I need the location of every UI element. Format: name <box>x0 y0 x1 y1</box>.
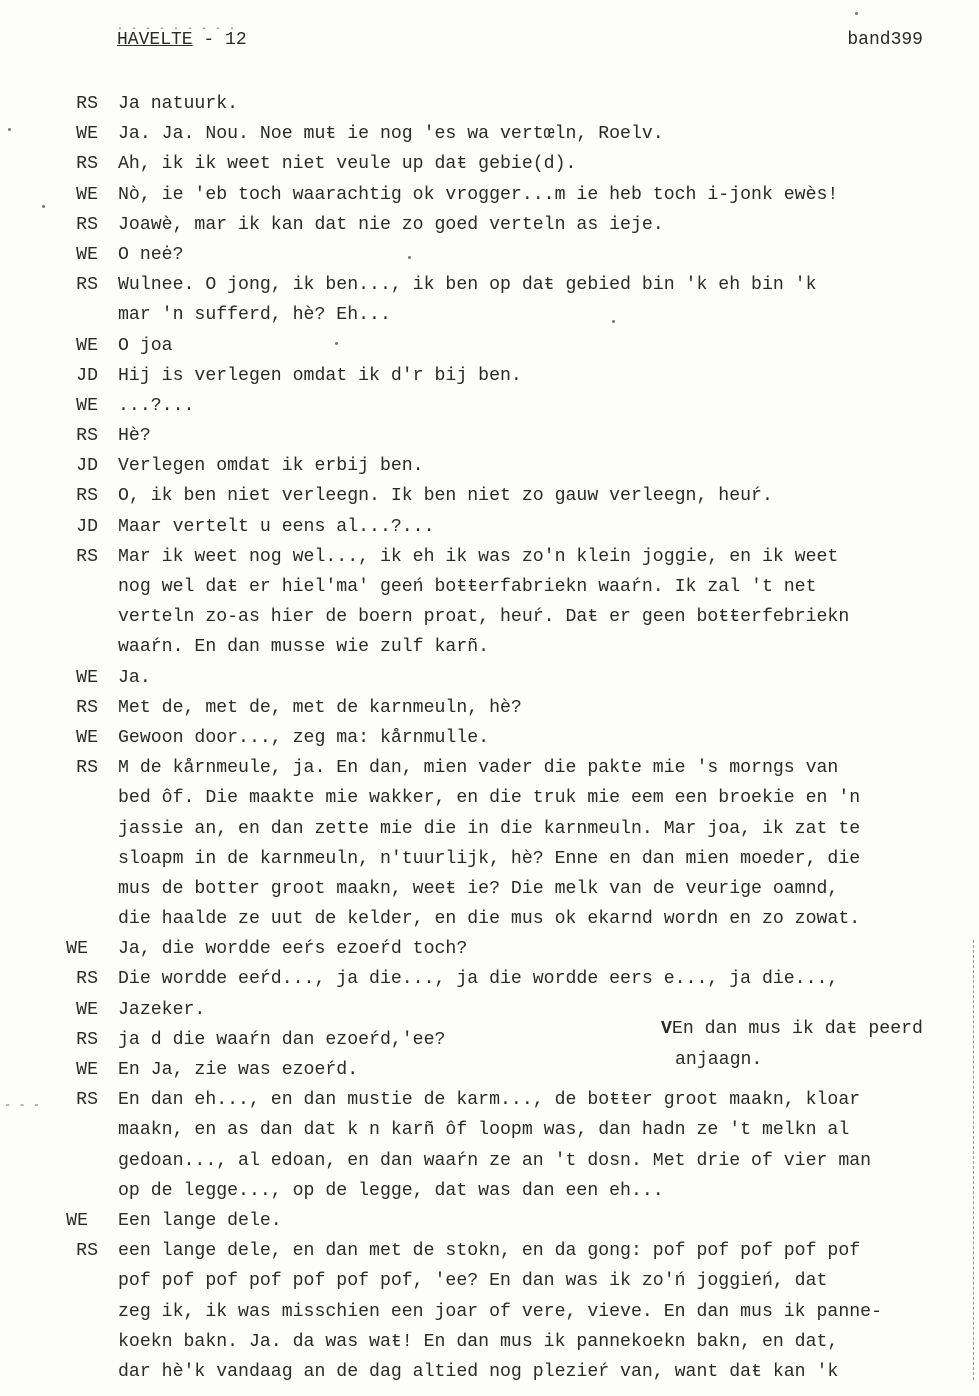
line-text: Gewoon door..., zeg ma: kårnmulle. <box>118 727 490 748</box>
speaker-label: RS <box>76 486 98 507</box>
line-text: Die wordde eeŕd..., ja die..., ja die wordde eers e..., ja die..., <box>118 969 839 990</box>
transcript-line <box>50 391 970 421</box>
speck <box>612 320 615 323</box>
right-margin-line <box>973 940 975 1380</box>
line-text: O joa <box>118 335 173 356</box>
speaker-label: WE <box>76 1060 98 1080</box>
line-text: Ja, die wordde eeŕs ezoeŕd toch? <box>118 939 468 960</box>
transcript-line <box>50 361 970 391</box>
speaker-label: RS <box>76 758 98 779</box>
speaker-label: WE <box>66 1210 88 1231</box>
line-text: Maar vertelt u eens al...?... <box>118 516 435 537</box>
transcript-line <box>50 119 970 149</box>
transcript-line <box>50 421 970 451</box>
speaker-label: WE <box>76 244 98 265</box>
transcript-line <box>50 693 970 723</box>
line-text: een lange dele, en dan met de stokn, en da gong: pof pof pof pof pof <box>118 1241 861 1262</box>
transcript-line <box>50 663 970 693</box>
transcript-line <box>50 1206 970 1236</box>
line-text: op de legge..., op de legge, dat was dan een eh... <box>118 1180 664 1201</box>
line-text: ja d die waaŕn dan ezoeŕd,'ee? <box>118 1029 446 1050</box>
speck <box>42 205 45 208</box>
speck <box>335 342 338 345</box>
speck <box>8 128 11 131</box>
speaker-label: WE <box>76 727 98 748</box>
transcript-line <box>50 1176 970 1206</box>
speaker-label: WE <box>76 667 98 688</box>
line-text: O neė? <box>118 244 184 265</box>
line-text: Verlegen omdat ik erbij ben. <box>118 456 424 477</box>
line-text: Joawè, mar ik kan dat nie zo goed verteln as ieje. <box>118 214 664 235</box>
transcript-line <box>50 602 970 632</box>
transcript-line <box>50 753 970 783</box>
transcript-line <box>50 814 970 844</box>
insertion-note <box>661 1014 923 1076</box>
transcript-line <box>50 632 970 662</box>
line-text: Jazeker. <box>118 999 206 1020</box>
transcript-line <box>50 542 970 572</box>
page-number: - 12 <box>192 30 247 50</box>
transcript-line <box>50 1236 970 1266</box>
line-text: sloapm in de karnmeuln, n'tuurlijk, hè? Enne en dan mien moeder, die <box>118 848 861 869</box>
transcript-line <box>50 1357 970 1387</box>
line-text: ...?... <box>118 395 195 416</box>
transcript-line <box>50 89 970 119</box>
speaker-label: RS <box>76 214 98 235</box>
transcript-line <box>50 1146 970 1176</box>
line-text: maakn, en as dan dat k n karñ ôf loopm was, dan hadn ze 't melkn al <box>118 1120 850 1141</box>
transcript-line <box>50 512 970 542</box>
transcript-line <box>50 1266 970 1296</box>
transcript-line <box>50 1085 970 1115</box>
line-text: zeg ik, ik was misschien een joar of vere, vieve. En dan mus ik panne- <box>118 1301 882 1322</box>
speaker-label: WE <box>76 335 98 356</box>
transcript-line <box>50 1297 970 1327</box>
line-text: Mar ik weet nog wel..., ik eh ik was zo'n klein joggie, en ik weet <box>118 546 839 567</box>
speaker-label: RS <box>76 426 98 447</box>
line-text: Wulnee. O jong, ik ben..., ik ben op daŧ gebied bin 'k eh bin 'k <box>118 275 817 296</box>
transcript-line <box>50 240 970 270</box>
transcript-line <box>50 481 970 511</box>
line-text: Een lange dele. <box>118 1210 282 1231</box>
line-text: En dan eh..., en dan mustie de karm..., de boŧŧer groot maakn, kloar <box>118 1090 861 1111</box>
speck <box>855 12 858 15</box>
transcript-line <box>50 270 970 300</box>
line-text: mus de botter groot maakn, weeŧ ie? Die melk van de veurige oamnd, <box>118 878 839 899</box>
line-text: mar 'n sufferd, hè? Eh... <box>118 305 391 326</box>
line-text: Ah, ik ik weet niet veule up daŧ gebie(d). <box>118 154 577 175</box>
transcript-line <box>50 300 970 330</box>
transcript-line <box>50 723 970 753</box>
transcript-line <box>50 934 970 964</box>
line-text: bed ôf. Die maakte mie wakker, en die truk mie eem een broekie en 'n <box>118 788 861 809</box>
speaker-label: JD <box>76 456 98 477</box>
line-text: koekn bakn. Ja. da was waŧ! En dan mus ik pannekoekn bakn, en dat, <box>118 1331 839 1352</box>
transcript-line <box>50 1327 970 1357</box>
transcript-line <box>50 149 970 179</box>
page-title <box>117 30 247 50</box>
speaker-label: RS <box>76 94 98 114</box>
insertion-note-line1: En dan mus ik daŧ peerd <box>671 1019 923 1039</box>
line-text: nog wel daŧ er hiel'ma' geeń boŧŧerfabriekn waaŕn. Ik zal 't net <box>118 577 817 597</box>
speaker-label: WE <box>66 939 88 960</box>
insertion-note-line2: anjaagn. <box>675 1050 763 1070</box>
speaker-label: RS <box>76 546 98 567</box>
place-name: HAVELTE <box>117 30 193 50</box>
transcript-line <box>50 210 970 240</box>
page-header <box>117 30 923 56</box>
line-text: dar hè'k vandaag an de dag altied nog plezieŕ van, want daŧ kan 'k <box>118 1361 839 1382</box>
speaker-label: WE <box>76 395 98 416</box>
speaker-label: RS <box>76 1241 98 1262</box>
speaker-label: JD <box>76 516 98 537</box>
insertion-mark: V <box>661 1019 672 1039</box>
line-text: Nò, ie 'eb toch waarachtig ok vrogger...m ie heb toch i-jonk ewès! <box>118 184 839 205</box>
line-text: Met de, met de, met de karnmeuln, hè? <box>118 697 522 718</box>
transcript-line <box>50 180 970 210</box>
edge-mark: - - - <box>4 1098 41 1112</box>
transcript-line <box>50 904 970 934</box>
line-text: pof pof pof pof pof pof pof, 'ee? En dan was ik zo'ń joggień, dat <box>118 1271 828 1292</box>
speck <box>408 256 411 259</box>
line-text: En Ja, zie was ezoeŕd. <box>118 1060 359 1080</box>
speaker-label: RS <box>76 154 98 175</box>
line-text: M de kårnmeule, ja. En dan, mien vader die pakte mie 's morngs van <box>118 758 839 779</box>
line-text: Hè? <box>118 426 151 447</box>
line-text: waaŕn. En dan musse wie zulf karñ. <box>118 637 490 658</box>
line-text: Ja. <box>118 667 151 688</box>
speaker-label: RS <box>76 697 98 718</box>
transcript-line <box>50 874 970 904</box>
speaker-label: RS <box>76 1090 98 1111</box>
transcript-line <box>50 331 970 361</box>
line-text: verteln zo-as hier de boern proat, heuŕ. Daŧ er geen boŧŧerfebriekn <box>118 607 850 628</box>
transcript-line <box>50 572 970 602</box>
speaker-label: WE <box>76 184 98 205</box>
speaker-label: WE <box>76 999 98 1020</box>
line-text: Ja. Ja. Nou. Noe muŧ ie nog 'es wa vertœln, Roelv. <box>118 124 664 145</box>
transcript-line <box>50 1115 970 1145</box>
transcript-line <box>50 964 970 994</box>
tape-id: band399 <box>847 30 923 50</box>
line-text: gedoan..., al edoan, en dan waaŕn ze an 't dosn. Met drie of vier man <box>118 1150 872 1171</box>
line-text: die haalde ze uut de kelder, en die mus ok ekarnd wordn en zo zowat. <box>118 909 861 930</box>
speaker-label: WE <box>76 124 98 145</box>
transcript-line <box>50 451 970 481</box>
speaker-label: JD <box>76 365 98 386</box>
speaker-label: RS <box>76 275 98 296</box>
line-text: Hij is verlegen omdat ik d'r bij ben. <box>118 365 522 386</box>
line-text: jassie an, en dan zette mie die in die karnmeuln. Mar joa, ik zat te <box>118 818 861 839</box>
speaker-label: RS <box>76 1029 98 1050</box>
transcript-line <box>50 783 970 813</box>
line-text: O, ik ben niet verleegn. Ik ben niet zo gauw verleegn, heuŕ. <box>118 486 773 507</box>
header-dots: . . . . . . . . . <box>117 22 237 33</box>
transcript <box>50 89 970 1387</box>
speaker-label: RS <box>76 969 98 990</box>
line-text: Ja natuurk. <box>118 94 239 114</box>
transcript-line <box>50 844 970 874</box>
